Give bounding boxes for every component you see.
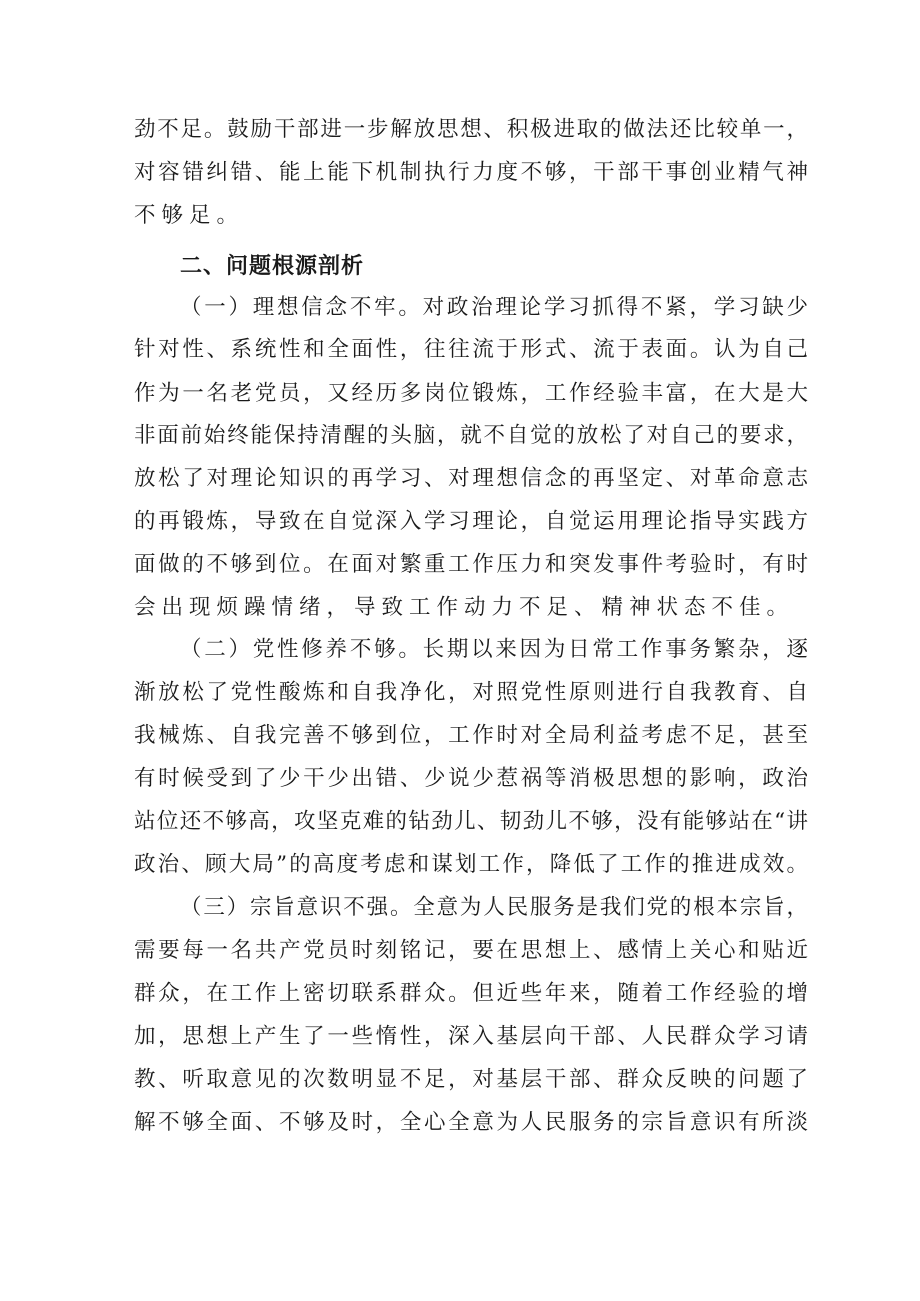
paragraph-line: 面做的不够到位。在面对繁重工作压力和突发事件考验时，有时 <box>134 552 808 577</box>
paragraph-line: 解不够全面、不够及时，全心全意为人民服务的宗旨意识有所淡 <box>134 1110 808 1135</box>
paragraph-line: （二）党性修养不够。长期以来因为日常工作事务繁杂，逐 <box>180 637 808 662</box>
paragraph-line: 需要每一名共产党员时刻铭记，要在思想上、感情上关心和贴近 <box>134 938 808 963</box>
paragraph-line: 渐放松了党性酸炼和自我净化，对照党性原则进行自我教育、自 <box>134 680 808 705</box>
paragraph-line: 放松了对理论知识的再学习、对理想信念的再坚定、对革命意志 <box>134 466 808 491</box>
paragraph-line: 教、听取意见的次数明显不足，对基层干部、群众反映的问题了 <box>134 1067 808 1092</box>
paragraph-line: 群众，在工作上密切联系群众。但近些年来，随着工作经验的增 <box>134 981 808 1006</box>
text-line: 对容错纠错、能上能下机制执行力度不够，干部干事创业精气神 <box>134 160 808 185</box>
paragraph-line: 作为一名老党员，又经历多岗位锻炼，工作经验丰富，在大是大 <box>134 381 808 406</box>
paragraph-line: 有时候受到了少干少出错、少说少惹祸等消极思想的影响，政治 <box>134 766 808 791</box>
paragraph-line: 的再锻炼，导致在自觉深入学习理论，自觉运用理论指导实践方 <box>134 509 808 534</box>
paragraph-line: 我械炼、自我完善不够到位，工作时对全局利益考虑不足，甚至 <box>134 723 808 748</box>
text-line: 劲不足。鼓励干部进一步解放思想、积极进取的做法还比较单一， <box>134 117 808 142</box>
text-line: 不够足。 <box>134 203 245 228</box>
paragraph-line: 站位还不够高，攻坚克难的钻劲儿、韧劲儿不够，没有能够站在“讲 <box>134 809 808 834</box>
paragraph-line: 非面前始终能保持清醒的头脑，就不自觉的放松了对自己的要求， <box>134 423 808 448</box>
section-heading: 二、问题根源剖析 <box>180 254 365 279</box>
paragraph-line: 会出现烦躁情绪，导致工作动力不足、精神状态不佳。 <box>134 595 795 620</box>
paragraph-line: 针对性、系统性和全面性，往往流于形式、流于表面。认为自己 <box>134 337 808 362</box>
paragraph-line: （三）宗旨意识不强。全意为人民服务是我们党的根本宗旨， <box>180 895 808 920</box>
paragraph-line: 政治、顾大局”的高度考虑和谋划工作，降低了工作的推进成效。 <box>134 852 808 877</box>
paragraph-line: （一）理想信念不牢。对政治理论学习抓得不紧，学习缺少 <box>180 295 808 320</box>
paragraph-line: 加，思想上产生了一些惰性，深入基层向干部、人民群众学习请 <box>134 1024 808 1049</box>
